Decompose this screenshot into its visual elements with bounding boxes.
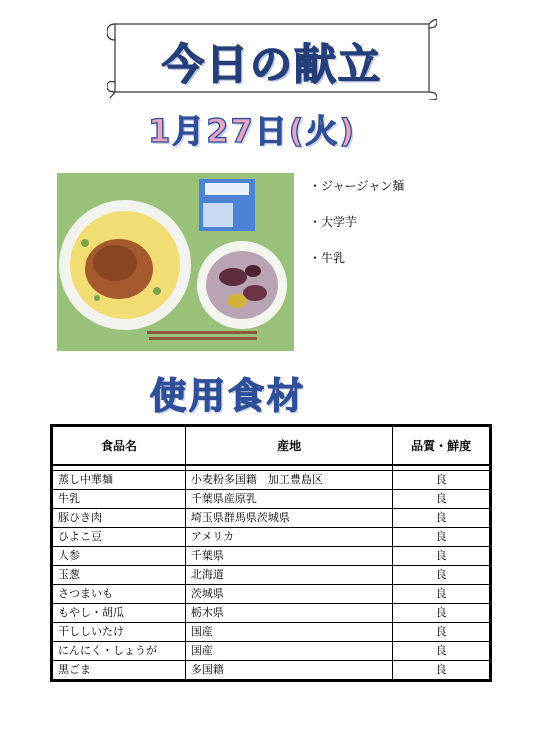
table-row	[53, 547, 490, 566]
menu-item: ・牛乳	[309, 251, 346, 265]
table-row	[53, 490, 490, 509]
page-title: 今日の献立	[161, 40, 382, 89]
cell-quality: 良	[393, 604, 490, 623]
table-row	[53, 642, 490, 661]
cell-quality: 良	[393, 585, 490, 604]
cell-quality: 良	[393, 471, 490, 490]
cell-quality: 良	[393, 623, 490, 642]
column-header-origin: 産地	[185, 427, 392, 466]
table-row	[53, 509, 490, 528]
cell-food: 黒ごま	[53, 661, 186, 680]
lunch-photo	[57, 173, 294, 351]
cell-origin: 千葉県産原乳	[185, 490, 392, 509]
cell-quality: 良	[393, 661, 490, 680]
column-header-quality: 品質・鮮度	[393, 427, 490, 466]
cell-quality: 良	[393, 642, 490, 661]
table-row	[53, 623, 490, 642]
cell-origin: 千葉県	[185, 547, 392, 566]
table-row	[53, 471, 490, 490]
cell-food: もやし・胡瓜	[53, 604, 186, 623]
table-row	[53, 566, 490, 585]
cell-food: 牛乳	[53, 490, 186, 509]
cell-food: 豚ひき肉	[53, 509, 186, 528]
menu-date: 1月27日(火)	[148, 112, 357, 150]
cell-food: にんにく・しょうが	[53, 642, 186, 661]
table-row	[53, 585, 490, 604]
cell-origin: 国産	[185, 642, 392, 661]
table-row	[53, 604, 490, 623]
cell-quality: 良	[393, 509, 490, 528]
cell-food: ひよこ豆	[53, 528, 186, 547]
column-header-food: 食品名	[53, 427, 186, 466]
ingredients-table	[50, 424, 492, 682]
cell-food: 蒸し中華麺	[53, 471, 186, 490]
ingredients-heading: 使用食材	[150, 376, 307, 417]
cell-origin: 小麦粉多国籍 加工豊島区	[185, 471, 392, 490]
cell-food: さつまいも	[53, 585, 186, 604]
cell-quality: 良	[393, 490, 490, 509]
menu-item: ・ジャージャン麺	[309, 179, 405, 193]
cell-food: 人参	[53, 547, 186, 566]
cell-origin: アメリカ	[185, 528, 392, 547]
cell-origin: 国産	[185, 623, 392, 642]
menu-list	[309, 178, 404, 286]
cell-origin: 埼玉県群馬県茨城県	[185, 509, 392, 528]
cell-food: 玉葱	[53, 566, 186, 585]
cell-quality: 良	[393, 528, 490, 547]
title-banner	[107, 16, 437, 100]
table-header-row	[53, 427, 490, 466]
table-row	[53, 528, 490, 547]
cell-origin: 茨城県	[185, 585, 392, 604]
cell-quality: 良	[393, 547, 490, 566]
cell-origin: 北海道	[185, 566, 392, 585]
table-row	[53, 661, 490, 680]
menu-item: ・大学芋	[309, 215, 358, 229]
cell-food: 干ししいたけ	[53, 623, 186, 642]
cell-quality: 良	[393, 566, 490, 585]
cell-origin: 栃木県	[185, 604, 392, 623]
cell-origin: 多国籍	[185, 661, 392, 680]
